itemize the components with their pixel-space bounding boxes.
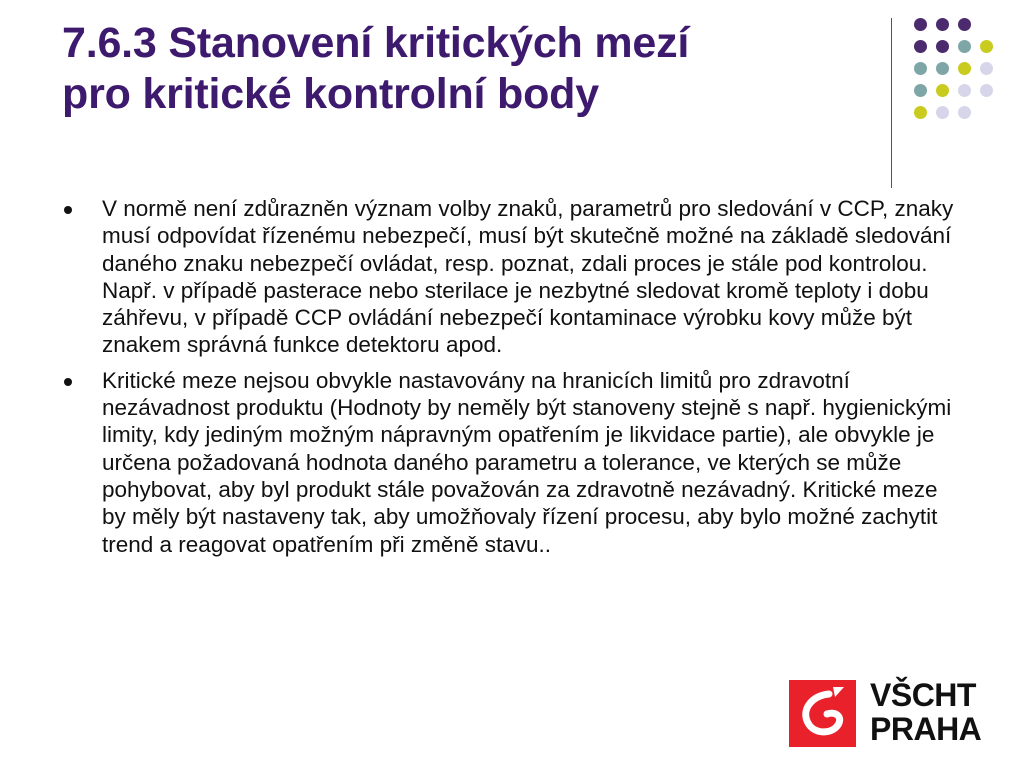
decorative-dot-icon <box>936 18 949 31</box>
bullet-dot-icon <box>64 378 72 386</box>
bullet-dot-icon <box>64 206 72 214</box>
decorative-dot-icon <box>958 84 971 97</box>
vscht-logo <box>789 677 993 752</box>
decorative-dot-icon <box>958 18 971 31</box>
decorative-dot-icon <box>958 62 971 75</box>
slide-title-line-1: 7.6.3 Stanovení kritických mezí <box>62 19 690 67</box>
vscht-logo-mark-icon <box>789 680 856 747</box>
bullet-item <box>62 195 962 359</box>
slide-title-line-2: pro kritické kontrolní body <box>62 70 599 118</box>
decorative-dot-icon <box>958 40 971 53</box>
decorative-dot-icon <box>914 40 927 53</box>
vscht-logo-line-1: VŠCHT <box>870 677 976 713</box>
decorative-dot-icon <box>936 40 949 53</box>
decorative-dot-icon <box>936 62 949 75</box>
decorative-dot-icon <box>936 106 949 119</box>
bullet-text: V normě není zdůrazněn význam volby znaků, parametrů pro sledování v CCP, znaky musí odpovídat řízenému nebezpečí, musí být skutečně možné na základě sledování daného znaku nebezpečí ovládat, resp. poznat, zdali proces je stále pod kontrolou. Např. v případě pasterace nebo sterilace je nezbytné sledovat kromě teploty i dobu záhřevu, v případě CCP ovládání nebezpečí kontaminace výrobku kovy může být znakem správná funkce detektoru apod. <box>102 196 954 358</box>
decorative-dot-icon <box>914 18 927 31</box>
bullet-item <box>62 367 962 558</box>
decorative-dot-icon <box>914 62 927 75</box>
decorative-dot-icon <box>914 106 927 119</box>
slide-title <box>62 18 882 120</box>
title-divider-line <box>891 18 892 188</box>
decorative-dot-icon <box>980 84 993 97</box>
decorative-dot-icon <box>980 62 993 75</box>
decorative-dot-icon <box>914 84 927 97</box>
vscht-logo-line-2: PRAHA <box>870 711 982 747</box>
decorative-dot-icon <box>958 106 971 119</box>
vscht-logo-wordmark <box>870 678 1000 746</box>
decorative-dot-icon <box>980 40 993 53</box>
decorative-dot-icon <box>936 84 949 97</box>
bullet-list <box>62 195 962 566</box>
bullet-text: Kritické meze nejsou obvykle nastavovány na hranicích limitů pro zdravotní nezávadnost produktu (Hodnoty by neměly být stanoveny stejně s např. hygienickými limity, kdy jediným možným nápravným opatřením je likvidace partie), ale obvykle je určena požadovaná hodnota daného parametru a tolerance, ve kterých se může pohybovat, aby byl produkt stále považován za zdravotně nezávadný. Kritické meze by měly být nastaveny tak, aby umožňovaly řízení procesu, aby bylo možné zachytit trend a reagovat opatřením při změně stavu.. <box>102 367 952 557</box>
